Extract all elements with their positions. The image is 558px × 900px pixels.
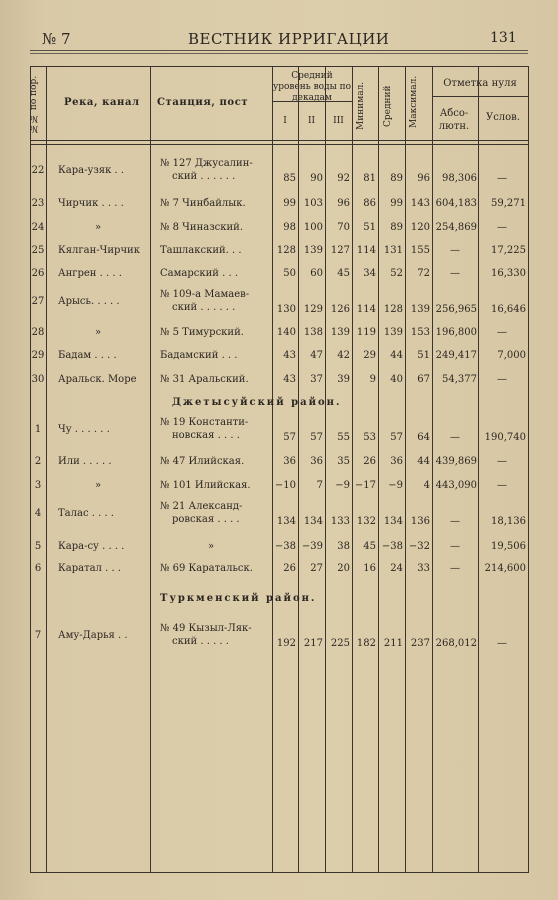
level-d2: 37: [310, 374, 323, 385]
level-d3: 92: [337, 173, 350, 184]
level-max: 51: [417, 350, 430, 361]
level-d2: 57: [310, 432, 323, 443]
col-divider: [478, 66, 479, 872]
river-name: Кялган-Чирчик: [58, 245, 140, 256]
level-max: 143: [410, 198, 430, 209]
col-header-river: Река, канал: [64, 97, 140, 108]
level-d1: 130: [276, 304, 296, 315]
level-avg: 134: [383, 516, 403, 527]
row-number: 28: [31, 327, 45, 338]
station-name: № 109-а Мамаев-: [160, 289, 250, 300]
zero-mark-subrule: [432, 96, 528, 97]
col-divider: [432, 66, 433, 872]
river-name: Арысь. . . . .: [58, 296, 120, 307]
level-min: 9: [369, 374, 376, 385]
col-header-avg-level: Средний уровень воды по декадам: [272, 71, 352, 103]
zero-absolute: 604,183: [435, 198, 477, 209]
level-max: 120: [410, 222, 430, 233]
level-max: 64: [417, 432, 430, 443]
zero-absolute: —: [450, 516, 460, 527]
level-d1: 57: [283, 432, 296, 443]
level-min: 26: [363, 456, 376, 467]
col-header-decade-2: II: [307, 116, 316, 126]
level-d3: 39: [337, 374, 350, 385]
level-min: 51: [363, 222, 376, 233]
level-avg: −38: [381, 541, 403, 552]
level-avg: 24: [390, 563, 403, 574]
river-name: Каратал . . .: [58, 563, 121, 574]
level-avg: 139: [383, 327, 403, 338]
col-header-absolute-text: Абсо-лютн.: [438, 108, 470, 132]
station-name: № 21 Александ-: [160, 501, 243, 512]
river-name: Или . . . . .: [58, 456, 112, 467]
station-name: № 8 Чиназский.: [160, 222, 244, 233]
level-d3: 55: [337, 432, 350, 443]
level-min: 114: [356, 304, 376, 315]
station-name: »: [207, 541, 215, 552]
station-name: № 7 Чинбайлык.: [160, 198, 246, 209]
level-d2: 7: [316, 480, 323, 491]
level-avg: 99: [390, 198, 403, 209]
col-header-decade-3: III: [333, 116, 344, 126]
zero-conditional: —: [497, 374, 507, 385]
zero-absolute: —: [450, 541, 460, 552]
level-avg: 131: [383, 245, 403, 256]
station-name-cont: ский . . . . .: [172, 636, 229, 647]
station-name: Ташлакский. . .: [160, 245, 242, 256]
level-min: 119: [356, 327, 376, 338]
level-min: −17: [354, 480, 376, 491]
level-d2: 27: [310, 563, 323, 574]
level-d3: 139: [330, 327, 350, 338]
level-avg: 211: [383, 638, 403, 649]
level-avg: 44: [390, 350, 403, 361]
level-d2: 36: [310, 456, 323, 467]
level-d3: 42: [337, 350, 350, 361]
level-min: 132: [356, 516, 376, 527]
river-name: Бадам . . . .: [58, 350, 117, 361]
level-d1: 36: [283, 456, 296, 467]
col-header-conditional: Услов.: [485, 112, 520, 123]
level-d2: 217: [303, 638, 323, 649]
page-number: 131: [490, 30, 517, 46]
station-name: № 5 Тимурский.: [160, 327, 244, 338]
zero-absolute: 268,012: [435, 638, 477, 649]
col-divider: [378, 66, 379, 872]
row-number: 30: [31, 374, 45, 385]
col-divider: [150, 66, 151, 872]
row-number: 3: [34, 480, 42, 491]
level-d1: 128: [276, 245, 296, 256]
col-divider: [325, 66, 326, 872]
row-number: 23: [31, 198, 45, 209]
col-header-zero-mark: Отметка нуля: [443, 78, 517, 89]
zero-conditional: 17,225: [491, 245, 526, 256]
level-avg: 89: [390, 222, 403, 233]
zero-absolute: —: [450, 268, 460, 279]
col-divider: [30, 66, 31, 872]
level-d1: 192: [276, 638, 296, 649]
zero-conditional: 190,740: [484, 432, 526, 443]
col-divider: [298, 66, 299, 872]
row-number: 25: [31, 245, 45, 256]
station-name: № 47 Илийская.: [160, 456, 245, 467]
zero-conditional: —: [497, 456, 507, 467]
level-min: 16: [363, 563, 376, 574]
level-max: 96: [417, 173, 430, 184]
level-d2: 103: [303, 198, 323, 209]
level-min: 182: [356, 638, 376, 649]
level-d2: 139: [303, 245, 323, 256]
level-max: 44: [417, 456, 430, 467]
section-jetysu: Джетысуйский район.: [172, 397, 342, 408]
zero-conditional: —: [497, 173, 507, 184]
section-turkmen: Туркменский район.: [160, 593, 317, 604]
zero-conditional: 7,000: [497, 350, 526, 361]
station-name: № 127 Джусалин-: [160, 158, 253, 169]
station-name: № 49 Кызыл-Ляк-: [160, 623, 252, 634]
level-d2: −39: [301, 541, 323, 552]
row-number: 24: [31, 222, 45, 233]
level-max: 155: [410, 245, 430, 256]
zero-absolute: 443,090: [435, 480, 477, 491]
level-d1: 43: [283, 350, 296, 361]
river-name: Аму-Дарья . .: [58, 630, 128, 641]
level-d3: 225: [330, 638, 350, 649]
level-d1: 26: [283, 563, 296, 574]
header-rule-secondary: [30, 53, 528, 54]
header-bottom-rule-2: [30, 144, 529, 145]
level-max: 139: [410, 304, 430, 315]
level-max: 67: [417, 374, 430, 385]
level-d1: −38: [274, 541, 296, 552]
header-bottom-rule: [30, 140, 529, 141]
level-min: 86: [363, 198, 376, 209]
level-avg: 128: [383, 304, 403, 315]
river-name: Талас . . . .: [58, 508, 114, 519]
level-max: 136: [410, 516, 430, 527]
station-name: № 31 Аральский.: [160, 374, 249, 385]
station-name: № 19 Константи-: [160, 417, 249, 428]
level-d1: 140: [276, 327, 296, 338]
zero-conditional: —: [497, 327, 507, 338]
level-max: 72: [417, 268, 430, 279]
level-min: 53: [363, 432, 376, 443]
level-d1: 43: [283, 374, 296, 385]
col-header-num: №№ по пор.: [29, 75, 39, 133]
row-number: 5: [34, 541, 42, 552]
zero-absolute: 196,800: [435, 327, 477, 338]
level-d2: 60: [310, 268, 323, 279]
row-number: 2: [34, 456, 42, 467]
river-name: Чу . . . . . .: [58, 424, 110, 435]
level-d3: 126: [330, 304, 350, 315]
level-max: 153: [410, 327, 430, 338]
level-d2: 138: [303, 327, 323, 338]
zero-absolute: 439,869: [435, 456, 477, 467]
zero-absolute: —: [450, 432, 460, 443]
zero-conditional: —: [497, 480, 507, 491]
level-d1: 50: [283, 268, 296, 279]
station-name: № 101 Илийская.: [160, 480, 251, 491]
level-max: 33: [417, 563, 430, 574]
river-name: »: [94, 222, 102, 233]
level-d1: −10: [274, 480, 296, 491]
journal-title: ВЕСТНИК ИРРИГАЦИИ: [188, 30, 390, 48]
col-divider: [272, 66, 273, 872]
col-header-decade-1: I: [283, 116, 287, 126]
level-avg: 52: [390, 268, 403, 279]
col-header-minimum: Минимал.: [356, 81, 366, 131]
row-number: 4: [34, 508, 42, 519]
zero-absolute: 54,377: [442, 374, 477, 385]
level-d2: 100: [303, 222, 323, 233]
zero-conditional: 16,646: [491, 304, 526, 315]
level-avg: 57: [390, 432, 403, 443]
row-number: 26: [31, 268, 45, 279]
level-d3: 20: [337, 563, 350, 574]
station-name: Самарский . . .: [160, 268, 239, 279]
level-d1: 134: [276, 516, 296, 527]
row-number: 27: [31, 296, 45, 307]
zero-conditional: 18,136: [491, 516, 526, 527]
zero-absolute: —: [450, 563, 460, 574]
level-avg: 89: [390, 173, 403, 184]
level-d3: 127: [330, 245, 350, 256]
river-name: Кара-узяк . .: [58, 165, 125, 176]
zero-absolute: 249,417: [435, 350, 477, 361]
issue-number: № 7: [42, 30, 71, 48]
river-name: »: [94, 480, 102, 491]
zero-absolute: 98,306: [442, 173, 477, 184]
level-d3: 96: [337, 198, 350, 209]
zero-conditional: 16,330: [491, 268, 526, 279]
row-number: 29: [31, 350, 45, 361]
level-avg: 36: [390, 456, 403, 467]
level-d3: 35: [337, 456, 350, 467]
level-avg: −9: [388, 480, 403, 491]
river-name: Ангрен . . . .: [58, 268, 122, 279]
col-divider: [528, 66, 529, 872]
level-min: 114: [356, 245, 376, 256]
col-header-average: Средний: [383, 85, 393, 127]
row-number: 22: [31, 165, 45, 176]
level-max: 237: [410, 638, 430, 649]
level-d3: 70: [337, 222, 350, 233]
level-d3: 133: [330, 516, 350, 527]
header-rule: [30, 50, 528, 51]
station-name-cont: ский . . . . . .: [172, 171, 236, 182]
river-name: Кара-су . . . .: [58, 541, 125, 552]
zero-conditional: —: [497, 222, 507, 233]
zero-absolute: —: [450, 245, 460, 256]
level-d1: 85: [283, 173, 296, 184]
row-number: 7: [34, 630, 42, 641]
level-d3: −9: [335, 480, 350, 491]
zero-absolute: 256,965: [435, 304, 477, 315]
row-number: 1: [34, 424, 42, 435]
level-d3: 45: [337, 268, 350, 279]
station-name: № 69 Каратальск.: [160, 563, 253, 574]
zero-absolute: 254,869: [435, 222, 477, 233]
col-divider: [405, 66, 406, 872]
level-d2: 129: [303, 304, 323, 315]
table-top-rule: [30, 66, 529, 67]
level-d2: 90: [310, 173, 323, 184]
col-header-maximum: Максимал.: [409, 75, 419, 129]
zero-conditional: —: [497, 638, 507, 649]
level-d1: 98: [283, 222, 296, 233]
station-name: Бадамский . . .: [160, 350, 238, 361]
level-min: 34: [363, 268, 376, 279]
table-bottom-rule: [30, 872, 529, 873]
zero-conditional: 59,271: [491, 198, 526, 209]
level-min: 29: [363, 350, 376, 361]
station-name-cont: новская . . . .: [172, 430, 240, 441]
row-number: 6: [34, 563, 42, 574]
station-name-cont: ский . . . . . .: [172, 302, 236, 313]
level-max: −32: [408, 541, 430, 552]
level-min: 81: [363, 173, 376, 184]
zero-conditional: 19,506: [491, 541, 526, 552]
level-min: 45: [363, 541, 376, 552]
level-d3: 38: [337, 541, 350, 552]
col-divider: [46, 66, 47, 872]
level-d2: 134: [303, 516, 323, 527]
col-header-absolute: [432, 107, 476, 133]
level-avg: 40: [390, 374, 403, 385]
col-header-station: Станция, пост: [157, 97, 249, 108]
river-name: Аральск. Море: [58, 374, 137, 385]
zero-conditional: 214,600: [484, 563, 526, 574]
station-name-cont: ровская . . . .: [172, 514, 240, 525]
river-name: Чирчик . . . .: [58, 198, 124, 209]
level-max: 4: [423, 480, 430, 491]
level-d1: 99: [283, 198, 296, 209]
level-d2: 47: [310, 350, 323, 361]
river-name: »: [94, 327, 102, 338]
col-divider: [352, 66, 353, 872]
